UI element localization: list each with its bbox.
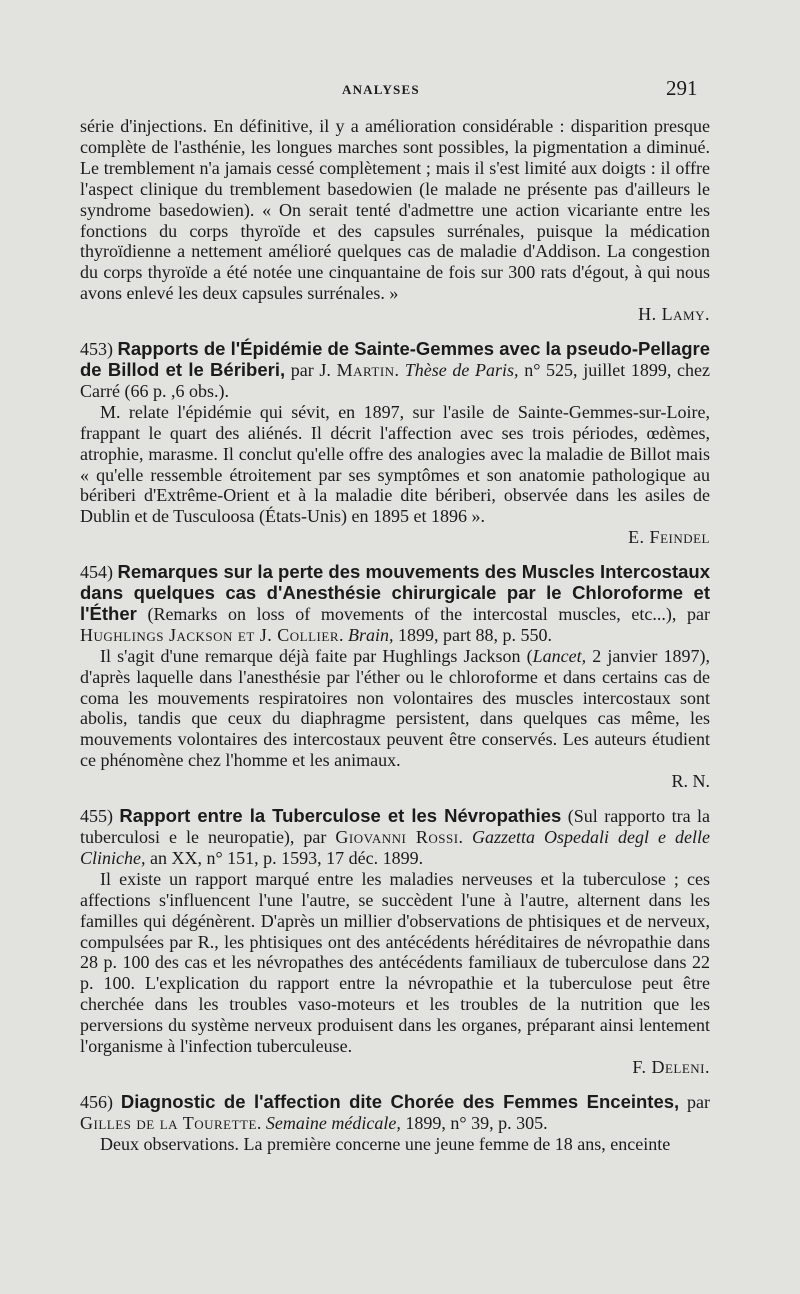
entry-author: Hughlings Jackson et J. Collier — [80, 624, 340, 645]
intro-paragraph: série d'injections. En définitive, il y a amélioration considérable : disparition presque complète de l'asthénie, les longues marches sont possibles, la pigmentation a diminué. Le tremblement n'a jamais cessé complètement ; mais il s'est limité aux doigts : il offre l'aspect clinique du tremblement basedowien (le malade ne présente pas d'ailleurs le syndrome basedowien). « On serait tenté d'admettre une action vicariante entre les fonctions du corps thyroïde et des capsules surrénales, puisque la médication thyroïdienne a nettement amélioré quelques cas de maladie d'Addison. La congestion du corps thyroïde a été notée une cinquantaine de fois sur 300 rats d'égout, à qui nous avons enlevé les deux capsules surrénales. » — [80, 116, 710, 304]
signature: F. Deleni. — [632, 1056, 710, 1077]
entry-number: 454) — [80, 562, 113, 583]
entry-body: M. relate l'épidémie qui sévit, en 1897, sur l'asile de Sainte-Gemmes-sur-Loire, frappant le quart des aliénés. Il décrit l'affection avec ses trois périodes, œdèmes, atrophie, marasme. Il conclut qu'elle offre des analogies avec la maladie de Billot mais « qu'elle ressemble étroitement par ses symptômes et son anatomie pathologique au bériberi d'Extrême-Orient et à la maladie dite bériberi, observée dans les asiles de Dublin et de Tusculoosa (États-Unis) en 1895 et 1896 ». — [80, 401, 710, 527]
page-number: 291 — [666, 76, 698, 100]
abstract-entry — [80, 562, 710, 792]
text-body — [80, 116, 710, 1155]
entry-body: Il existe un rapport marqué entre les maladies nerveuses et la tuberculose ; ces affections s'influencent l'une l'autre, se succèdent l'une à l'autre, alternent dans les familles qui dégénèrent. D'après un millier d'observations de phtisiques et de nerveux, compulsées par R., les phtisiques ont des antécédents héréditaires de névropathie dans 28 p. 100 des cas et les névropathes des antécédents familiaux de tuberculose dans 22 p. 100. L'explication du rapport entre la névropathie et la tuberculose peut être cherchée dans les troubles vaso-moteurs et les troubles de la nutrition que les perversions du système nerveux produisent dans les organes, préparant ainsi lentement l'organisme à l'infection tuberculeuse. — [80, 868, 710, 1057]
entry-heading: 456) Diagnostic de l'affection dite Chorée des Femmes Enceintes, par Gilles de la Tourette. Semaine médicale, 1899, n° 39, p. 305. — [80, 1090, 711, 1133]
entry-author: Martin — [336, 359, 395, 380]
entry-journal: Brain, — [348, 624, 394, 645]
signature: R. N. — [671, 771, 710, 792]
abstract-entry — [80, 806, 710, 1078]
entry-title: Rapports de l'Épidémie de Sainte-Gemmes avec la pseudo-Pellagre de Billod et le Bériberi, — [80, 338, 710, 380]
entry-title: Diagnostic de l'affection dite Chorée des Femmes Enceintes, — [120, 1090, 680, 1112]
entry-author: Gilles de la Tourette — [80, 1112, 257, 1133]
abstract-entry — [80, 1092, 710, 1155]
entry-journal: Semaine médicale, — [265, 1112, 401, 1133]
entry-heading: 455) Rapport entre la Tuberculose et les Névropathies (Sul rapporto tra la tuberculosi e le neuropatie), par Giovanni Rossi. Gazzetta Ospedali degl e delle Cliniche, an XX, n° 151, p. 1593, 17 déc. 1899. — [80, 805, 711, 868]
signature: H. Lamy. — [638, 304, 710, 325]
signature: E. Feindel — [628, 527, 710, 548]
entry-journal: Gazzetta Ospedali degl e delle Cliniche, — [80, 827, 711, 868]
entry-heading: 453) Rapports de l'Épidémie de Sainte-Gemmes avec la pseudo-Pellagre de Billod et le Bériberi, par J. Martin. Thèse de Paris, n° 525, juillet 1899, chez Carré (66 p. ,6 obs.). — [80, 338, 710, 401]
entry-journal: Thèse de Paris, — [404, 359, 519, 380]
entry-number: 455) — [80, 806, 113, 827]
abstract-entry — [80, 339, 710, 548]
running-title: ANALYSES — [342, 82, 420, 97]
entry-author: Giovanni Rossi — [335, 827, 459, 847]
entry-number: 456) — [80, 1091, 113, 1112]
entry-body: Il s'agit d'une remarque déjà faite par Hughlings Jackson (Lancet, 2 janvier 1897), d'après laquelle dans l'anesthésie par l'éther ou le chloroforme et dans certains cas de coma les mouvements respiratoires non volontaires des muscles intercostaux sont abolis, tandis que ceux du diaphragme persistent, dans quelques cas même, les mouvements volontaires des intercostaux peuvent être conservés. Les auteurs étudient ce phénomène chez l'homme et les animaux. — [80, 645, 710, 771]
entry-heading: 454) Remarques sur la perte des mouvements des Muscles Intercostaux dans quelques cas d'Anesthésie chirurgicale par le Chloroforme et l'Éther (Remarks on loss of movements of the intercostal muscles, etc...), par Hughlings Jackson et J. Collier. Brain, 1899, part 88, p. 550. — [80, 561, 710, 645]
entry-number: 453) — [80, 339, 113, 360]
entry-body: Deux observations. La première concerne une jeune femme de 18 ans, enceinte — [100, 1133, 671, 1154]
entry-title: Rapport entre la Tuberculose et les Névropathies — [119, 805, 562, 827]
entry-title: Remarques sur la perte des mouvements des Muscles Intercostaux dans quelques cas d'Anesthésie chirurgicale par le Chloroforme et l'Éther — [80, 561, 710, 624]
